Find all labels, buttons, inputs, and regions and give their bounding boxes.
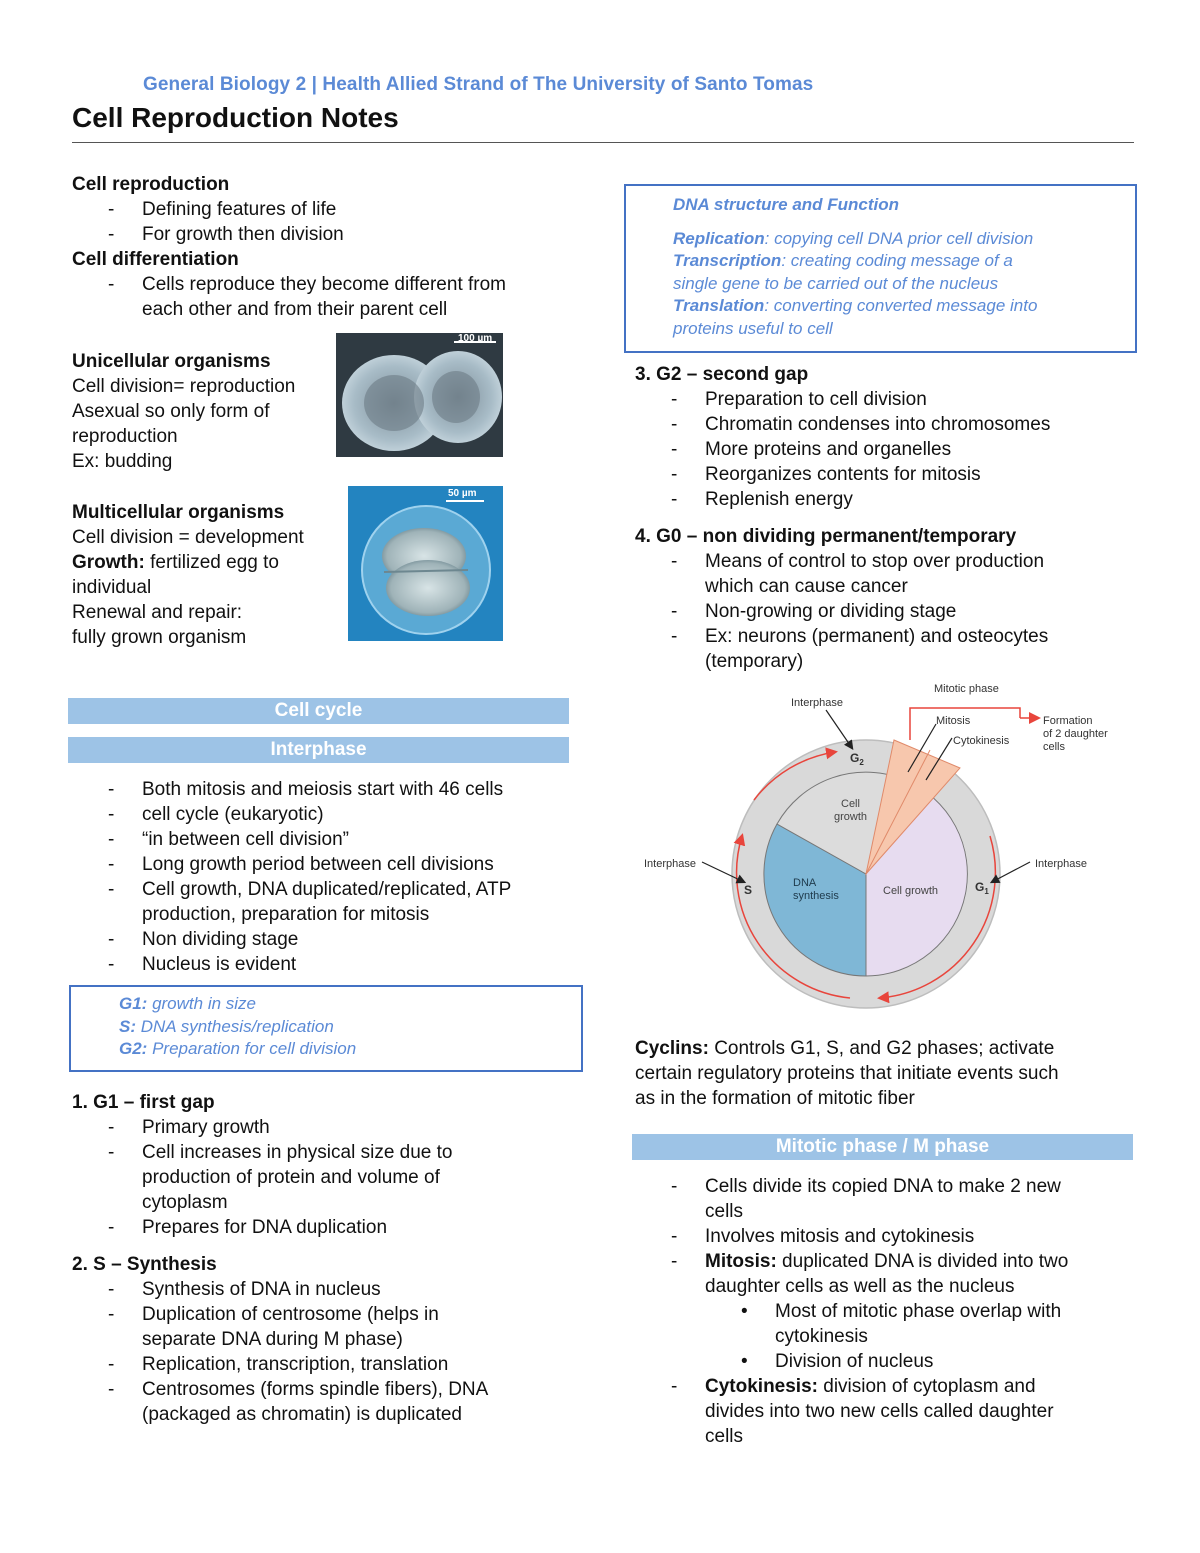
list-item: - Both mitosis and meiosis start with 46 cells — [72, 777, 592, 802]
list-item — [72, 1302, 592, 1352]
text-line: Renewal and repair: — [72, 602, 243, 623]
cell-cycle-diagram — [630, 676, 1130, 1016]
list-item-line: cytoplasm — [142, 1192, 228, 1213]
mitotic-phase-list — [635, 1174, 1155, 1449]
document-subtitle: General Biology 2 | Health Allied Strand of The University of Santo Tomas — [143, 74, 814, 95]
list-item: - Cells reproduce they become different from — [72, 272, 592, 297]
sub-list-item — [635, 1299, 1155, 1349]
dna-synthesis-label-line: DNA — [793, 877, 817, 889]
text-line: fully grown organism — [72, 627, 247, 648]
dna-synthesis-label-line: synthesis — [793, 890, 839, 902]
cell-reproduction-heading: Cell reproduction — [72, 174, 230, 195]
mitosis-definition: duplicated DNA is divided into two — [776, 1251, 1069, 1272]
list-item — [635, 624, 1155, 674]
text-line: as in the formation of mitotic fiber — [635, 1088, 915, 1109]
phase-value: growth in size — [147, 994, 257, 1013]
list-item-line: separate DNA during M phase) — [142, 1329, 403, 1350]
phase-key: S: — [119, 1016, 136, 1036]
g1-letter: G — [975, 880, 985, 894]
unicellular-section — [72, 349, 342, 474]
list-item — [72, 1140, 592, 1215]
budding-cell-image — [336, 333, 503, 457]
list-item — [72, 877, 592, 927]
phase-line-g1 — [119, 993, 581, 1016]
text-line: Cell division= reproduction — [72, 376, 296, 397]
list-item: - Chromatin condenses into chromosomes — [635, 412, 1155, 437]
phase-summary-box — [69, 985, 583, 1072]
embryo-micrograph — [348, 486, 503, 641]
unicellular-heading: Unicellular organisms — [72, 351, 271, 372]
list-item-line: Duplication of centrosome (helps in — [142, 1304, 439, 1325]
list-item: - For growth then division — [72, 222, 592, 247]
text-line: Ex: budding — [72, 451, 173, 472]
text-line: certain regulatory proteins that initiate events such — [635, 1063, 1059, 1084]
list-item — [635, 1249, 1155, 1299]
list-item: - Long growth period between cell divisions — [72, 852, 592, 877]
mitotic-phase-bar: Mitotic phase / M phase — [632, 1134, 1133, 1160]
cell-cycle-bar: Cell cycle — [68, 698, 569, 724]
g1-subscript: 1 — [984, 887, 989, 896]
title-divider — [72, 142, 1134, 143]
scale-bar — [446, 500, 484, 502]
list-item — [635, 549, 1155, 599]
list-item: - cell cycle (eukaryotic) — [72, 802, 592, 827]
list-item: - Synthesis of DNA in nucleus — [72, 1277, 592, 1302]
dna-structure-box — [624, 184, 1137, 353]
cell-growth-top-label-line: growth — [834, 811, 868, 823]
list-item-continuation: each other and from their parent cell — [142, 299, 448, 320]
interphase-bar: Interphase — [68, 737, 569, 763]
list-item-line: which can cause cancer — [705, 576, 908, 597]
dna-box-heading: DNA structure and Function — [673, 195, 900, 214]
list-item: - “in between cell division” — [72, 827, 592, 852]
interphase-right-label: Interphase — [1035, 858, 1087, 870]
list-item: - Prepares for DNA duplication — [72, 1215, 592, 1240]
list-item: - Defining features of life — [72, 197, 592, 222]
list-item-line: production, preparation for mitosis — [142, 904, 430, 925]
text-line: reproduction — [72, 426, 178, 447]
multicellular-section — [72, 500, 352, 650]
list-item: - Involves mitosis and cytokinesis — [635, 1224, 1155, 1249]
text-line: Cell division = development — [72, 527, 304, 548]
dna-box-line — [673, 295, 1135, 318]
dna-term: Transcription — [673, 251, 782, 270]
list-item: - Non-growing or dividing stage — [635, 599, 1155, 624]
mitosis-label: Mitosis — [936, 715, 971, 727]
dna-term: Replication — [673, 228, 765, 248]
list-item-line: daughter cells as well as the nucleus — [705, 1276, 1015, 1297]
phase-key: G1: — [119, 994, 148, 1013]
list-item-line: (temporary) — [705, 651, 804, 672]
list-item-line: Means of control to stop over production — [705, 551, 1045, 572]
formation-label-line: cells — [1043, 741, 1066, 753]
dna-box-line: single gene to be carried out of the nucleus — [673, 273, 999, 293]
list-item: - Nucleus is evident — [72, 952, 592, 977]
list-item: - Replication, transcription, translation — [72, 1352, 592, 1377]
text-line: individual — [72, 577, 152, 598]
dna-box-line — [673, 228, 1135, 251]
interphase-left-label: Interphase — [644, 858, 696, 870]
list-item-line: Cell increases in physical size due to — [142, 1142, 453, 1163]
scale-bar-label: 50 µm — [448, 488, 477, 499]
list-item-line: Most of mitotic phase overlap with — [775, 1301, 1062, 1322]
list-item-line: Cell growth, DNA duplicated/replicated, ATP — [142, 879, 512, 900]
list-item-line: Cells divide its copied DNA to make 2 new — [705, 1176, 1061, 1197]
dna-term: Translation — [673, 296, 765, 315]
list-item-line: (packaged as chromatin) is duplicated — [142, 1404, 463, 1425]
interphase-top-label: Interphase — [791, 697, 843, 709]
dna-box-line — [673, 250, 1135, 273]
list-item-line: Centrosomes (forms spindle fibers), DNA — [142, 1379, 489, 1400]
list-item: - Replenish energy — [635, 487, 1155, 512]
cell-growth-label: Cell growth — [883, 885, 939, 897]
dna-definition: : creating coding message of a — [781, 251, 1013, 270]
document-title: Cell Reproduction Notes — [72, 102, 399, 133]
cell-differentiation-heading: Cell differentiation — [72, 249, 239, 270]
cell-growth-top-label-line: Cell — [841, 798, 860, 810]
phase-value: DNA synthesis/replication — [136, 1016, 334, 1036]
list-item-line: cells — [705, 1201, 744, 1222]
cytokinesis-definition: division of cytoplasm and — [817, 1376, 1036, 1397]
budding-micrograph — [336, 333, 503, 457]
cyclins-label: Cyclins: — [635, 1038, 709, 1059]
cytokinesis-label: Cytokinesis — [953, 735, 1010, 747]
g2-g0-sections — [635, 362, 1155, 674]
left-top-section — [72, 172, 592, 322]
growth-label: Growth: — [72, 552, 145, 573]
list-item-line: cells — [705, 1426, 744, 1447]
dna-definition: : copying cell DNA prior cell division — [764, 228, 1034, 248]
g1-heading: 1. G1 – first gap — [72, 1092, 215, 1113]
list-item-line: production of protein and volume of — [142, 1167, 440, 1188]
text-line — [72, 550, 352, 575]
list-item: - Non dividing stage — [72, 927, 592, 952]
interphase-list — [72, 777, 592, 977]
list-item — [635, 1374, 1155, 1449]
list-item — [72, 1377, 592, 1427]
two-cell-embryo-image — [348, 486, 503, 641]
list-item-line: cytokinesis — [775, 1326, 868, 1347]
list-item: - Reorganizes contents for mitosis — [635, 462, 1155, 487]
phase-line-s — [119, 1016, 581, 1039]
list-item-line: divides into two new cells called daughter — [705, 1401, 1054, 1422]
list-item-line: Ex: neurons (permanent) and osteocytes — [705, 626, 1049, 647]
list-item: - Primary growth — [72, 1115, 592, 1140]
list-item: - More proteins and organelles — [635, 437, 1155, 462]
phase-key: G2: — [119, 1039, 148, 1058]
mitosis-term: Mitosis: — [705, 1251, 777, 1272]
g2-heading: 3. G2 – second gap — [635, 364, 809, 385]
g2-subscript: 2 — [859, 758, 864, 767]
text-line — [635, 1036, 1155, 1061]
mitotic-phase-label: Mitotic phase — [934, 683, 999, 695]
formation-label-line: of 2 daughter — [1043, 728, 1108, 740]
sub-list-item: • Division of nucleus — [635, 1349, 1155, 1374]
phase-line-g2 — [119, 1038, 581, 1061]
dna-definition: : converting converted message into — [764, 296, 1038, 315]
multicellular-heading: Multicellular organisms — [72, 502, 285, 523]
formation-label-line: Formation — [1043, 715, 1093, 727]
list-item — [635, 1174, 1155, 1224]
cyclins-paragraph — [635, 1036, 1155, 1111]
dna-box-line: proteins useful to cell — [673, 318, 833, 338]
cytokinesis-term: Cytokinesis: — [705, 1376, 818, 1397]
cyclins-text: Controls G1, S, and G2 phases; activate — [708, 1038, 1055, 1059]
g2-letter: G — [850, 751, 860, 765]
scale-bar-label: 100 µm — [458, 333, 493, 344]
s-label: S — [744, 883, 753, 897]
g0-heading: 4. G0 – non dividing permanent/temporary — [635, 526, 1017, 547]
s-heading: 2. S – Synthesis — [72, 1254, 217, 1275]
g1-s-sections — [72, 1090, 592, 1427]
list-item: - Preparation to cell division — [635, 387, 1155, 412]
growth-text: fertilized egg to — [144, 552, 279, 573]
phase-value: Preparation for cell division — [147, 1039, 357, 1058]
text-line: Asexual so only form of — [72, 401, 270, 422]
